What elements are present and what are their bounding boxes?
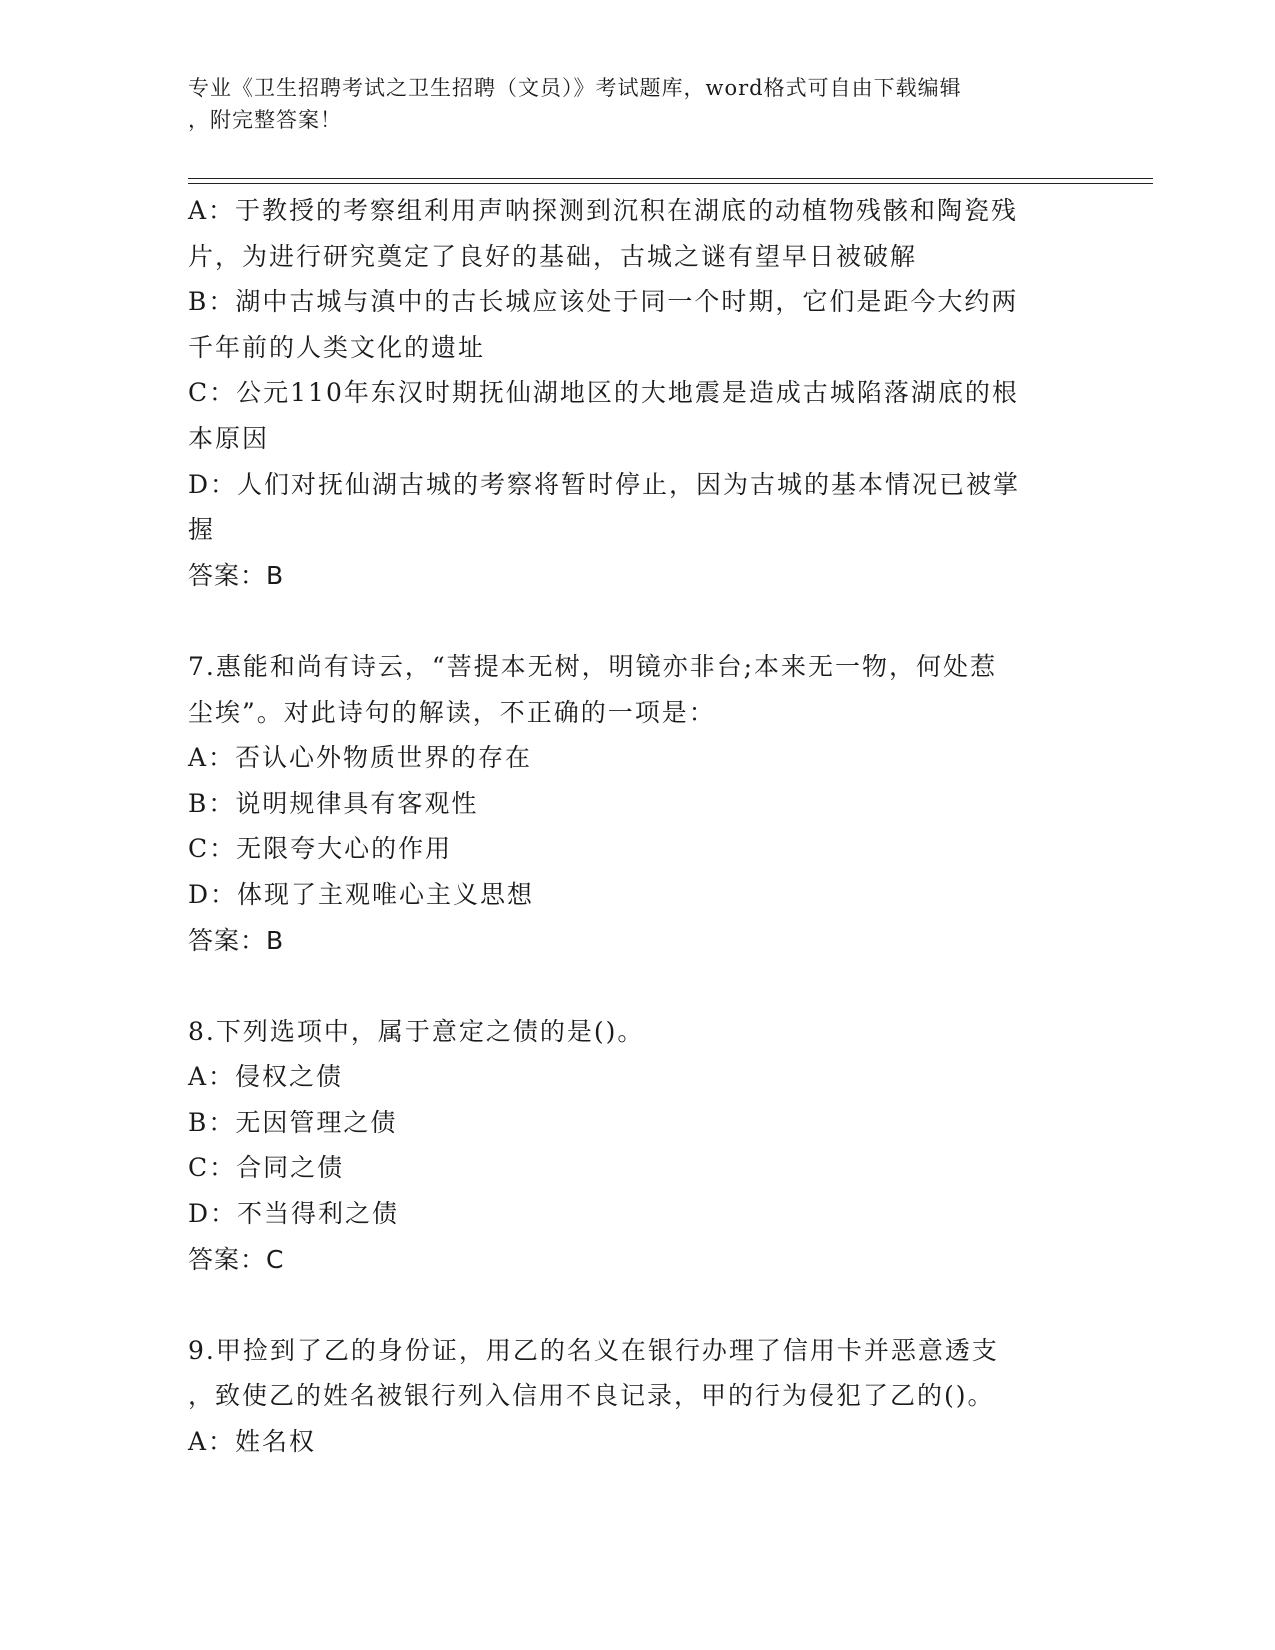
option-a: A：侵权之债	[188, 1062, 344, 1092]
question-stem: 8.下列选项中，属于意定之债的是()。	[188, 1016, 645, 1046]
answer: 答案：C	[188, 1244, 285, 1274]
header-line-2: ，附完整答案！	[188, 108, 342, 132]
answer: 答案：B	[188, 560, 285, 590]
question-stem-line-1: 7.惠能和尚有诗云，“菩提本无树，明镜亦非台;本来无一物，何处惹	[188, 651, 998, 681]
option-b: B：说明规律具有客观性	[188, 788, 479, 818]
option-c-line-2: 本原因	[188, 423, 270, 453]
spacer	[188, 598, 1068, 644]
question-stem-line-2: ，致使乙的姓名被银行列入信用不良记录，甲的行为侵犯了乙的()。	[188, 1381, 995, 1411]
option-a: A：否认心外物质世界的存在	[188, 743, 533, 773]
spacer	[188, 1282, 1068, 1328]
answer: 答案：B	[188, 925, 285, 955]
option-d-line-1: D：人们对抚仙湖古城的考察将暂时停止，因为古城的基本情况已被掌	[188, 469, 1021, 499]
option-d: D：体现了主观唯心主义思想	[188, 879, 535, 909]
option-b-line-1: B：湖中古城与滇中的古长城应该处于同一个时期，它们是距今大约两	[188, 287, 1019, 317]
header-divider-bottom	[188, 183, 1153, 184]
question-stem-line-1: 9.甲捡到了乙的身份证，用乙的名义在银行办理了信用卡并恶意透支	[188, 1335, 999, 1365]
option-a: A：姓名权	[188, 1427, 317, 1457]
header-line-1: 专业《卫生招聘考试之卫生招聘（文员）》考试题库，word格式可自由下载编辑	[188, 76, 962, 100]
option-c: C：无限夸大心的作用	[188, 834, 453, 864]
option-c-line-1: C：公元110年东汉时期抚仙湖地区的大地震是造成古城陷落湖底的根	[188, 378, 1019, 408]
option-b: B：无因管理之债	[188, 1107, 398, 1137]
option-d: D：不当得利之债	[188, 1199, 400, 1229]
option-d-line-2: 握	[188, 515, 216, 545]
header-divider-top	[188, 178, 1153, 179]
spacer	[188, 963, 1068, 1009]
question-list	[188, 188, 1068, 1465]
question-8	[188, 1009, 1068, 1283]
question-stem-line-2: 尘埃”。对此诗句的解读，不正确的一项是：	[188, 697, 716, 727]
document-header	[188, 72, 1068, 136]
option-a-line-2: 片，为进行研究奠定了良好的基础，古城之谜有望早日被破解	[188, 241, 918, 271]
option-a-line-1: A：于教授的考察组利用声呐探测到沉积在湖底的动植物残骸和陶瓷残	[188, 196, 1019, 225]
question-7	[188, 644, 1068, 963]
question-6	[188, 188, 1068, 598]
option-c: C：合同之债	[188, 1153, 345, 1183]
option-b-line-2: 千年前的人类文化的遗址	[188, 332, 486, 362]
question-9	[188, 1328, 1068, 1465]
